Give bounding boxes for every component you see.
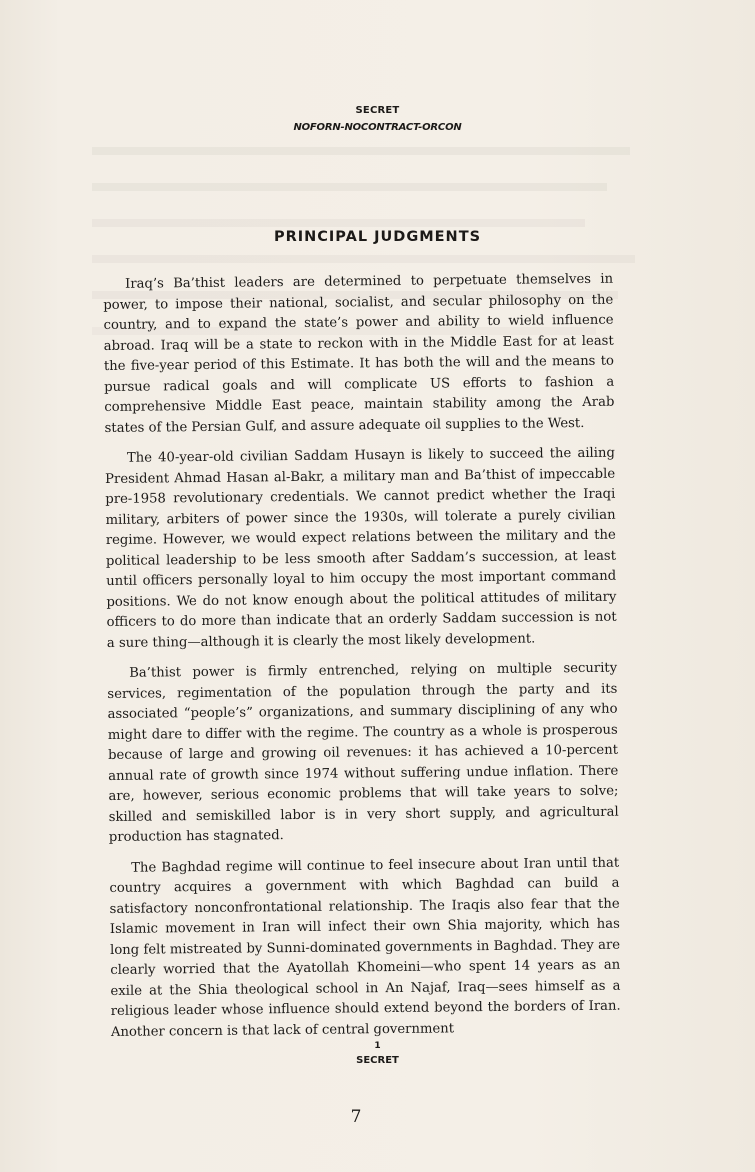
- classification-footer: SECRET: [356, 1055, 399, 1066]
- section-title: PRINCIPAL JUDGMENTS: [273, 229, 482, 245]
- body-text: [103, 270, 621, 1053]
- paragraph: Iraq’s Ba’thist leaders are determined to perpetuate themselves in power, to impose their national, socialist, and secular philosophy on the country, and to expand the state’s power and ability to wield influence abroad. Iraq will be a state to reckon with in the Middle East for at least the five-year period of this Estimate. It has both the will and the means to pursue radical goals and will complicate US efforts to fashion a comprehensive Middle East peace, maintain stability among the Arab states of the Persian Gulf, and assure adequate oil supplies to the West.: [103, 271, 615, 436]
- paragraph: The 40-year-old civilian Saddam Husayn is likely to succeed the ailing President Ahmad Hasan al-Bakr, a military man and Ba’thist of impeccable pre-1958 revolutionary credentials. We cannot predict whether the Iraqi military, arbiters of power since the 1930s, will tolerate a purely civilian regime. However, we would expect relations between the military and the political leadership to be less smooth after Saddam’s succession, at least until officers personally loyal to him occupy the most important command positions. We do not know enough about the political attitudes of military officers to do more than indicate that an orderly Saddam succession is not a sure thing—although it is clearly the most likely development.: [105, 445, 617, 651]
- classification-header: SECRET: [355, 105, 400, 116]
- folio-number: 7: [350, 1107, 362, 1127]
- dissemination-caveats: NOFORN-NOCONTRACT-ORCON: [293, 122, 462, 133]
- paragraph: Ba’thist power is firmly entrenched, relying on multiple security services, regimentation of the population through the party and its associated “people’s” organizations, and summary disciplining of any who might dare to differ with the regime. The country as a whole is prosperous because of large and growing oil revenues: it has achieved a 10-percent annual rate of growth since 1974 without suffering undue inflation. There are, however, serious economic problems that will take years to solve; skilled and semiskilled labor is in very short supply, and agricultural production has stagnated.: [107, 660, 619, 845]
- page-number: 1: [374, 1041, 381, 1051]
- paragraph: The Baghdad regime will continue to feel insecure about Iran until that country acquires a government with which Baghdad can build a satisfactory nonconfrontational relationship. The Iraqis also fear that the Islamic movement in Iran will infect their own Shia majority, which has long felt mistreated by Sunni-dominated governments in Baghdad. They are clearly worried that the Ayatollah Khomeini—who spent 14 years as an exile at the Shia theological school in An Najaf, Iraq—sees himself as a religious leader whose influence should extend beyond the borders of Iran. Another concern is that lack of central government: [109, 855, 621, 1040]
